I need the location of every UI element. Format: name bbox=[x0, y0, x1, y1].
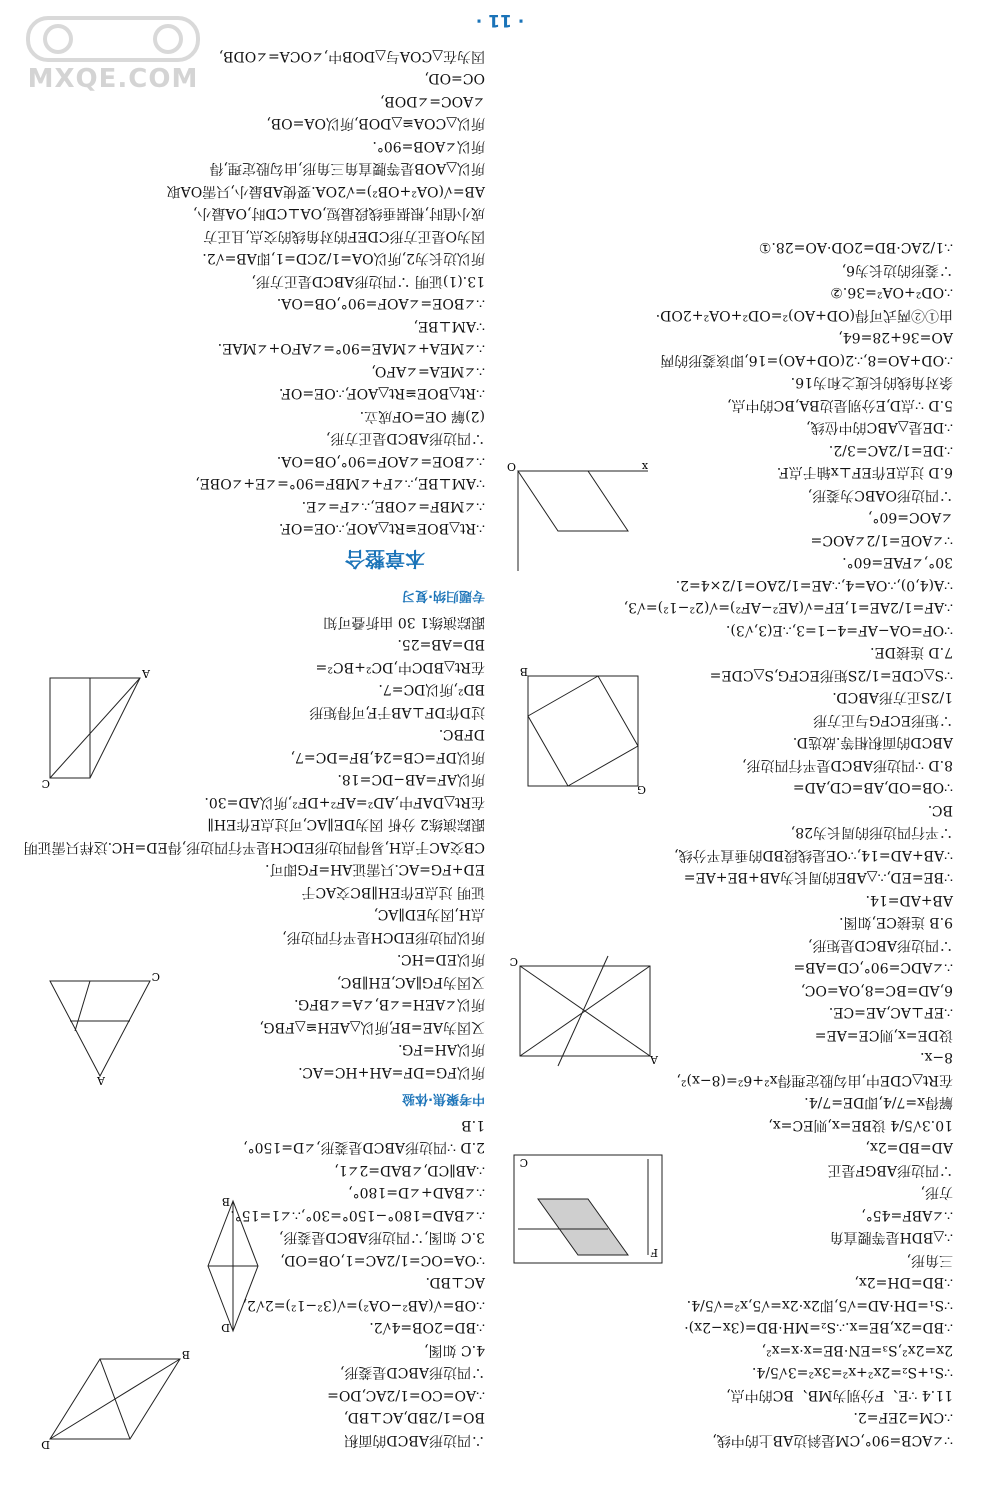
text-line: 又因为AE=BF,所以△AEH≌△FBG, bbox=[259, 1019, 485, 1035]
text-line: ∴OD²+OA²=36.② bbox=[830, 284, 953, 301]
text-line: AD=BD=2x, bbox=[865, 1139, 953, 1156]
text-line: AC⊥BD. bbox=[425, 1274, 485, 1291]
text-line: ∵A(4,0),∴OA=4,∴AE=1/2AO=1/2×4=2. bbox=[675, 577, 953, 593]
figure-rhombus-axes bbox=[508, 454, 648, 572]
watermark-logo bbox=[18, 12, 208, 107]
svg-text:C: C bbox=[41, 777, 50, 791]
text-line: BC. bbox=[927, 802, 953, 818]
text-line: ∴BD=2x,BE=x.∴S₂=MH·BD=(3x−2x)· bbox=[684, 1319, 953, 1336]
figure-triangle-ehf bbox=[40, 964, 160, 1087]
text-line: 又因为FG∥AC,EH∥BC, bbox=[336, 974, 485, 990]
svg-text:A: A bbox=[142, 667, 150, 681]
text-line: ∴EF⊥AC,AE=CE. bbox=[828, 1004, 953, 1021]
text-line: ∵OA=OC=1/2AC=1,OB=OD, bbox=[280, 1252, 485, 1268]
figure-triangle-ehf-svg bbox=[40, 970, 160, 1087]
figure-squares-svg bbox=[508, 1149, 668, 1269]
section-tag-review: 专题归纳·复习 bbox=[402, 588, 485, 604]
text-line: 过D作DF⊥AB于F,可得矩形 bbox=[309, 704, 485, 720]
text-line: 解得x=7/4,即DE=7/4. bbox=[804, 1094, 953, 1111]
text-line: ∵四边形ABCD是菱形, bbox=[339, 1364, 485, 1381]
text-line: 所以AF=AB−DC=18. bbox=[337, 771, 485, 788]
text-line: AO=36+28=64, bbox=[838, 329, 953, 346]
text-line: 成小值时,根据垂线段最短,OA⊥CD时,OA最小, bbox=[192, 205, 485, 222]
text-line: ∵矩形ECFG与正方形 bbox=[813, 712, 953, 728]
figure-parallelogram-square bbox=[508, 659, 648, 797]
svg-text:x: x bbox=[641, 460, 648, 474]
text-line: ∵S₁+S₂=2x²+x²=3x²=3√5/4. bbox=[751, 1364, 953, 1381]
text-line: ∴Rt△BOE≌Rt△AOF,∴OE=OF. bbox=[278, 385, 485, 402]
text-line: 条对角线的长度之和为16. bbox=[790, 374, 953, 391]
text-line: 跟踪演练1 30 由折叠可知 bbox=[323, 614, 485, 630]
text-line: ∠AOC=60°, bbox=[867, 509, 953, 526]
text-line: ∴BD=2OB=4√2. bbox=[369, 1319, 485, 1336]
svg-text:O: O bbox=[506, 460, 516, 474]
text-line: 8.D ∵四边形ABCD是平行四边形, bbox=[742, 757, 953, 773]
text-line: 10.3√5/4 设BE=x,则EC=x, bbox=[768, 1117, 953, 1133]
text-line: OC=OD, bbox=[424, 70, 485, 87]
watermark-text: MXQE.COM bbox=[27, 64, 199, 94]
text-line: ∴∠ABF=45°, bbox=[861, 1207, 953, 1223]
svg-text:C: C bbox=[151, 970, 160, 983]
text-line: ∵S△CDE=1/2S矩形ECFG,S△CDE= bbox=[709, 667, 953, 683]
text-line: 1.B bbox=[461, 1117, 485, 1133]
right-column bbox=[23, 45, 485, 1452]
svg-text:C: C bbox=[519, 1156, 528, 1169]
text-line: 在Rt△BDC中,DC²+BC²= bbox=[315, 659, 485, 675]
text-line: ∵S₁=DH·AD=√5,即2x·2x=√5,x²=√5/4. bbox=[686, 1297, 953, 1313]
text-line: ∵AB+AD=14,∵OE是线段BD的垂直平分线, bbox=[674, 847, 953, 863]
text-line: 2.D ∵四边形ABCD是菱形,∠D=150°, bbox=[243, 1139, 485, 1156]
text-line: ∵OF=OA−AF=4−1=3,∴E(3,√3). bbox=[725, 622, 953, 638]
text-line: 在Rt△DAF中,AD²=AF²+DF²,所以AD=30. bbox=[204, 794, 485, 810]
text-line: 在Rt△CDE中,由勾股定理得x²+6²=(8−x)², bbox=[676, 1072, 953, 1088]
text-line: 所以AH=FG. bbox=[398, 1041, 485, 1058]
text-line: 6.D 过点E作EF⊥x轴于点F. bbox=[776, 464, 953, 481]
text-line: 3.C 如图,∵四边形ABCD是菱形, bbox=[278, 1229, 485, 1246]
text-line: ∵∠ACB=90°,CM是斜边AB上的中线, bbox=[712, 1432, 953, 1448]
figure-rhombus-axes-svg bbox=[508, 462, 648, 572]
text-line: ∵OB=OD,AB=CD,AD= bbox=[792, 779, 953, 796]
svg-text:D: D bbox=[221, 1321, 230, 1335]
text-line: ∵四边形ABCD是正方形, bbox=[325, 430, 485, 447]
text-line: ∴CM=2EF=2. bbox=[853, 1409, 953, 1426]
text-line: ∵四边形ABCD是矩形, bbox=[807, 937, 953, 953]
text-line: DFBC. bbox=[438, 726, 485, 743]
text-line: 所以四边形EDCH是平行四边形, bbox=[282, 929, 485, 945]
text-line: ∴AB∥CD,∠BAD=2∠1, bbox=[334, 1162, 485, 1178]
figure-trapezoid-svg bbox=[40, 669, 150, 789]
text-line: ∵∠AOE=1/2∠AOC= bbox=[810, 532, 953, 548]
text-line: ∴∠ADC=90°,CD=AB= bbox=[793, 959, 953, 976]
text-line: ∵菱形的边长为6, bbox=[841, 262, 953, 278]
svg-text:B: B bbox=[221, 1195, 230, 1209]
svg-text:B: B bbox=[181, 1348, 190, 1361]
text-line: ∴BD=DH=2x, bbox=[854, 1274, 953, 1291]
text-line: 由①②两式可得(OD+AO)²=OD²+OA²+2OD· bbox=[655, 307, 953, 323]
text-line: ∴OB=√(AB²−OA²)=√(3²−1²)=2√2, bbox=[242, 1297, 485, 1313]
watermark-icon bbox=[18, 12, 208, 67]
text-line: ∴1/2AC·BD=2OD·AO=28.① bbox=[758, 239, 953, 256]
text-line: BO=1/2BD,AC⊥BD, bbox=[343, 1409, 485, 1426]
text-line: ∴∠BAD+∠D=180°, bbox=[348, 1184, 485, 1201]
figure-squares bbox=[508, 1142, 668, 1270]
text-line: 9.B 连接CE,如图. bbox=[839, 914, 953, 931]
text-line: ∵四边形OABC为菱形, bbox=[807, 487, 953, 503]
text-line: ∴∠MEA+∠MAE=90°=∠AFO+∠MAE. bbox=[217, 340, 485, 357]
text-line: 2x=2x²,S₃=EN·BE=x·x=x², bbox=[761, 1342, 953, 1358]
text-line: (2)解 OE=OF成立. bbox=[359, 408, 485, 424]
text-line: ED+FG=AC.只需证AH=FG即可. bbox=[265, 861, 485, 878]
text-line: 30°,∠FAE=60°. bbox=[842, 554, 953, 571]
svg-text:B: B bbox=[519, 665, 528, 679]
text-line: AB=√(OA²+OB²)=√2OA.要使AB最小,只需OA取 bbox=[166, 183, 485, 199]
text-line: ∴Rt△BOE≌Rt△AOF,∴OE=OF. bbox=[278, 520, 485, 537]
text-line: ∴∠MEA=∠AFO, bbox=[371, 363, 485, 379]
text-line: ∵AM⊥BE,∴∠F+∠MBF=90°=∠E+∠OBE, bbox=[195, 475, 485, 492]
text-line: 因为O是正方形CDEF的对角线的交点,且正方 bbox=[203, 228, 485, 244]
text-line: AB+AD=14. bbox=[865, 892, 953, 908]
page-number: · 11 · bbox=[475, 10, 525, 30]
text-line: ∴DE是△ABC的中位线, bbox=[806, 419, 953, 436]
svg-text:A: A bbox=[650, 1053, 658, 1067]
svg-text:F: F bbox=[650, 1246, 658, 1259]
text-line: ∴∠BAD=180°−150°=30°,∴∠1=15°. bbox=[230, 1207, 485, 1223]
text-line: ABCD的面积相等.故选D. bbox=[792, 734, 953, 751]
svg-text:G: G bbox=[637, 783, 646, 797]
text-line: 5.D ∵点D,E分别是边BA,BC的中点, bbox=[727, 397, 953, 413]
text-line: 13.(1)证明 ∵四边形ABCD是正方形, bbox=[251, 273, 485, 289]
text-line: 所以∠AEH=∠B,∠A=∠BFG. bbox=[294, 996, 485, 1013]
left-column bbox=[508, 236, 953, 1451]
text-line: ∵平行四边形的周长为28, bbox=[790, 824, 953, 841]
svg-text:A: A bbox=[97, 1074, 105, 1087]
text-line: ∠AOC=∠DOB, bbox=[380, 93, 485, 109]
text-line: 所以△COA≌△DOB,所以OA=OB, bbox=[266, 115, 485, 132]
text-line: 1/2S正方形ABCD. bbox=[832, 689, 953, 706]
text-line: 4.C 如图, bbox=[424, 1342, 485, 1358]
text-line: 三角形, bbox=[906, 1252, 953, 1268]
text-line: BD=AB=25. bbox=[397, 636, 485, 653]
text-line: ∴AF=1/2AE=1,EF=√(AE²−AF²)=√(2²−1²)=√3, bbox=[623, 599, 953, 616]
text-line: 所以DF=CB=24,BF=DC=7, bbox=[290, 749, 485, 765]
text-line: 点H,因为ED∥AC, bbox=[373, 906, 485, 923]
figure-rhombus-wide bbox=[40, 1342, 190, 1450]
text-line: 证明 过点E作EH∥BC交AC于 bbox=[301, 884, 485, 900]
text-line: 6,AD=BC=8,OA=OC, bbox=[800, 982, 953, 998]
text-line: ∵BE=ED,∴△ABE的周长为AB+BE+AE= bbox=[683, 869, 953, 886]
text-line: 所以边长为2,所以OA=1/2CD=1,即AB=√2. bbox=[202, 250, 485, 267]
text-line: 8−x. bbox=[920, 1049, 953, 1066]
text-line: 跟踪演练2 分析 因为DE∥AC,可过点E作EH∥ bbox=[207, 816, 485, 833]
figure-rhombus-wide-svg bbox=[40, 1349, 190, 1449]
svg-text:D: D bbox=[41, 1438, 50, 1451]
figure-rectangle bbox=[508, 949, 658, 1067]
text-line: ∴AO=CO=1/2AC,DO= bbox=[327, 1387, 485, 1403]
section-tag-exam: 中考聚焦·体验 bbox=[402, 1091, 485, 1107]
text-line: 所以FG=DF=AH+HC=AC. bbox=[298, 1064, 485, 1080]
text-line: 所以∠AOB=90°. bbox=[372, 138, 485, 154]
text-line: 方形, bbox=[920, 1184, 953, 1201]
text-line: 所以ED=HC. bbox=[396, 951, 485, 968]
text-line: 因为在△COA与△DOB中,∠OCA=∠ODB, bbox=[218, 48, 485, 64]
text-line: 所以△AOB是等腰直角三角形,由勾股定理,得 bbox=[209, 160, 485, 177]
svg-text:C: C bbox=[509, 955, 518, 969]
text-line: 7.D 连接DE. bbox=[870, 644, 953, 661]
text-line: ∴∠BOE=∠AOF=90°,OB=OA. bbox=[276, 453, 485, 469]
text-line: ∴∠MBF=∠OBE,∴∠F=∠E. bbox=[301, 498, 485, 514]
figure-rectangle-svg bbox=[508, 957, 658, 1067]
text-line: BD²,所以DC=7. bbox=[378, 681, 485, 698]
text-line: ∵AM⊥BE, bbox=[413, 318, 485, 334]
text-line: CB交AC于点H,易得四边形EDCH是平行四边形,得ED=HC.这样只需证明 bbox=[23, 839, 485, 855]
text-line: ∵四边形ABGF是正 bbox=[827, 1162, 953, 1178]
text-line: ∴∠BOE=∠AOF=90°,OB=OA. bbox=[276, 295, 485, 312]
figure-trapezoid bbox=[40, 661, 150, 789]
text-line: 设DE=x,则CE=AE= bbox=[814, 1027, 953, 1043]
text-line: ∴△BDH是等腰直角 bbox=[829, 1229, 953, 1246]
chapter-summary-title: 本章整合 bbox=[345, 547, 425, 571]
text-line: ∴OD+AO=8,∴2(OD+AO)=16,即该菱形的两 bbox=[660, 352, 953, 368]
text-line: 11.4 ∵E、F分别为MB、BC的中点, bbox=[726, 1387, 953, 1403]
text-line: ∴四边形ABCD的面积 bbox=[344, 1432, 485, 1448]
figure-parallelogram-square-svg bbox=[508, 667, 648, 797]
text-line: ∴DE=1/2AC=3/2. bbox=[828, 442, 953, 458]
